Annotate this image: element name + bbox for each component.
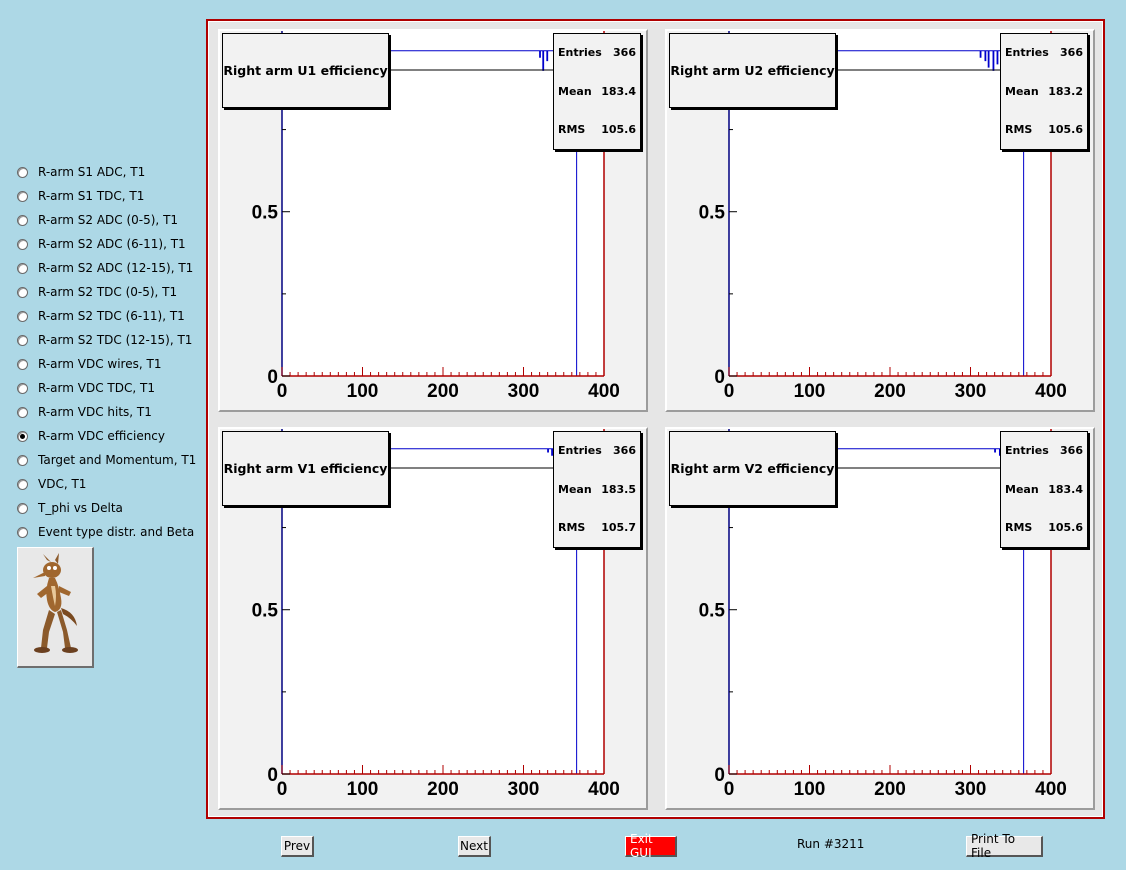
x-tick-label: 200 xyxy=(874,779,906,800)
radio-option[interactable] xyxy=(15,496,200,520)
radio-button-icon[interactable] xyxy=(17,407,28,418)
x-tick-label: 300 xyxy=(507,779,540,800)
radio-option[interactable] xyxy=(15,352,200,376)
radio-button-icon[interactable] xyxy=(17,359,28,370)
radio-button-icon[interactable] xyxy=(17,335,28,346)
x-tick-label: 100 xyxy=(793,381,826,402)
y-tick-label: 0 xyxy=(714,765,725,786)
histogram-title: Right arm V1 efficiency xyxy=(222,431,389,506)
stats-box xyxy=(1000,33,1088,150)
y-tick-label: 0 xyxy=(267,765,278,786)
x-tick-label: 100 xyxy=(346,381,379,402)
histogram-title: Right arm U2 efficiency xyxy=(669,33,836,108)
stat-label: Mean xyxy=(1005,85,1039,98)
x-tick-label: 300 xyxy=(954,779,987,800)
x-tick-label: 100 xyxy=(346,779,379,800)
radio-option[interactable] xyxy=(15,328,200,352)
x-tick-label: 100 xyxy=(793,779,826,800)
exit-gui-button[interactable]: Exit GUI xyxy=(625,836,677,857)
stat-value: 183.4 xyxy=(1048,483,1083,496)
radio-label: R-arm VDC hits, T1 xyxy=(38,405,152,419)
histogram-pad-u2 xyxy=(665,29,1095,412)
radio-option[interactable] xyxy=(15,280,200,304)
stats-box xyxy=(553,431,641,548)
x-tick-label: 400 xyxy=(1035,779,1067,800)
radio-label: Event type distr. and Beta xyxy=(38,525,195,539)
histogram-title: Right arm V2 efficiency xyxy=(669,431,836,506)
x-tick-label: 200 xyxy=(874,381,906,402)
radio-button-icon[interactable] xyxy=(17,215,28,226)
x-tick-label: 0 xyxy=(723,779,735,800)
x-tick-label: 300 xyxy=(507,381,540,402)
x-tick-label: 300 xyxy=(954,381,987,402)
radio-label: R-arm S2 ADC (6-11), T1 xyxy=(38,237,186,251)
radio-label: R-arm S2 ADC (12-15), T1 xyxy=(38,261,194,275)
y-tick-label: 0.5 xyxy=(251,202,278,224)
stat-value: 105.6 xyxy=(1048,521,1083,534)
stat-value: 105.7 xyxy=(601,521,636,534)
stat-label: Entries xyxy=(1005,46,1049,59)
coyote-logo-button[interactable] xyxy=(17,547,94,668)
stat-value: 183.4 xyxy=(601,85,636,98)
stat-label: RMS xyxy=(558,521,586,534)
radio-option[interactable] xyxy=(15,400,200,424)
radio-label: R-arm VDC wires, T1 xyxy=(38,357,162,371)
radio-label: R-arm S1 TDC, T1 xyxy=(38,189,145,203)
radio-button-icon[interactable] xyxy=(17,479,28,490)
radio-label: R-arm S2 TDC (0-5), T1 xyxy=(38,285,178,299)
x-tick-label: 0 xyxy=(276,779,288,800)
radio-option[interactable] xyxy=(15,376,200,400)
x-tick-label: 200 xyxy=(427,381,459,402)
radio-label: VDC, T1 xyxy=(38,477,87,491)
radio-option[interactable] xyxy=(15,424,200,448)
radio-button-icon[interactable] xyxy=(17,527,28,538)
radio-option[interactable] xyxy=(15,160,200,184)
x-tick-label: 200 xyxy=(427,779,459,800)
radio-option[interactable] xyxy=(15,232,200,256)
radio-option[interactable] xyxy=(15,448,200,472)
histogram-pad-u1 xyxy=(218,29,648,412)
stat-value: 183.2 xyxy=(1048,85,1083,98)
radio-label: R-arm S1 ADC, T1 xyxy=(38,165,146,179)
radio-option[interactable] xyxy=(15,256,200,280)
plot-canvas xyxy=(206,19,1105,819)
radio-label: R-arm S2 ADC (0-5), T1 xyxy=(38,213,179,227)
stat-value: 105.6 xyxy=(601,123,636,136)
radio-option[interactable] xyxy=(15,208,200,232)
radio-label: R-arm S2 TDC (12-15), T1 xyxy=(38,333,193,347)
histogram-title: Right arm U1 efficiency xyxy=(222,33,389,108)
stat-label: Mean xyxy=(558,85,592,98)
radio-button-icon[interactable] xyxy=(17,455,28,466)
radio-label: Target and Momentum, T1 xyxy=(38,453,197,467)
plot-selector xyxy=(15,160,200,544)
stat-value: 366 xyxy=(1060,46,1083,59)
histogram-pad-v1 xyxy=(218,427,648,810)
radio-label: T_phi vs Delta xyxy=(38,501,123,515)
y-tick-label: 0.5 xyxy=(698,202,725,224)
y-tick-label: 0.5 xyxy=(698,600,725,622)
radio-label: R-arm VDC efficiency xyxy=(38,429,166,443)
radio-label: R-arm VDC TDC, T1 xyxy=(38,381,155,395)
x-tick-label: 400 xyxy=(1035,381,1067,402)
histogram-pad-v2 xyxy=(665,427,1095,810)
print-to-file-button[interactable]: Print To File xyxy=(966,836,1043,857)
y-tick-label: 0 xyxy=(714,367,725,388)
prev-button[interactable]: Prev xyxy=(281,836,314,857)
radio-button-icon[interactable] xyxy=(17,383,28,394)
radio-button-icon[interactable] xyxy=(17,191,28,202)
radio-button-icon[interactable] xyxy=(17,311,28,322)
x-tick-label: 400 xyxy=(588,381,620,402)
radio-option[interactable] xyxy=(15,520,200,544)
radio-button-icon[interactable] xyxy=(17,287,28,298)
x-tick-label: 0 xyxy=(276,381,288,402)
radio-option[interactable] xyxy=(15,184,200,208)
stat-label: RMS xyxy=(1005,123,1033,136)
radio-option[interactable] xyxy=(15,304,200,328)
stat-label: Mean xyxy=(1005,483,1039,496)
x-tick-label: 400 xyxy=(588,779,620,800)
stat-label: Entries xyxy=(558,46,602,59)
stat-value: 105.6 xyxy=(1048,123,1083,136)
stat-value: 366 xyxy=(1060,444,1083,457)
radio-button-icon[interactable] xyxy=(17,263,28,274)
y-tick-label: 0 xyxy=(267,367,278,388)
stat-label: Entries xyxy=(1005,444,1049,457)
radio-button-icon[interactable] xyxy=(17,167,28,178)
y-tick-label: 0.5 xyxy=(251,600,278,622)
stat-label: Mean xyxy=(558,483,592,496)
stat-value: 366 xyxy=(613,444,636,457)
next-button[interactable]: Next xyxy=(458,836,491,857)
coyote-icon xyxy=(25,552,85,662)
stat-label: RMS xyxy=(558,123,586,136)
radio-button-icon[interactable] xyxy=(17,503,28,514)
radio-button-icon[interactable] xyxy=(17,239,28,250)
run-number: Run #3211 xyxy=(797,837,865,851)
stats-box xyxy=(1000,431,1088,548)
x-tick-label: 0 xyxy=(723,381,735,402)
radio-label: R-arm S2 TDC (6-11), T1 xyxy=(38,309,185,323)
stat-label: Entries xyxy=(558,444,602,457)
radio-button-icon[interactable] xyxy=(17,431,28,442)
stat-value: 183.5 xyxy=(601,483,636,496)
stats-box xyxy=(553,33,641,150)
stat-value: 366 xyxy=(613,46,636,59)
radio-option[interactable] xyxy=(15,472,200,496)
stat-label: RMS xyxy=(1005,521,1033,534)
